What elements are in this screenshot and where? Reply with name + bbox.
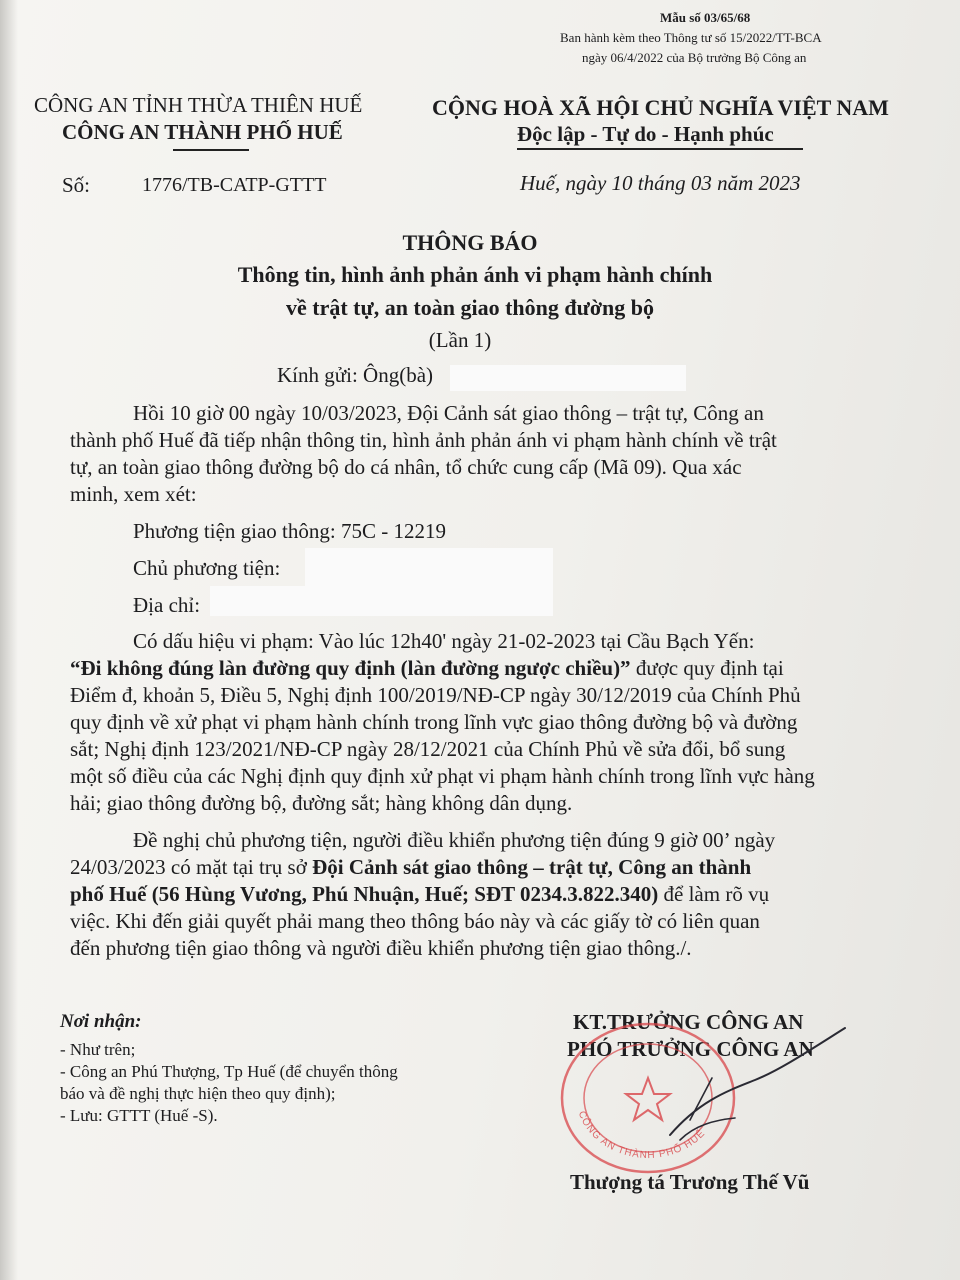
document-subtitle-1: Thông tin, hình ảnh phản ánh vi phạm hành chính [237, 262, 713, 287]
reference-label: Số: [62, 173, 91, 197]
redacted-owner [305, 548, 553, 586]
redacted-recipient-name [450, 365, 686, 391]
recipients-item: - Lưu: GTTT (Huế -S). [60, 1106, 218, 1125]
body-line: thành phố Huế đã tiếp nhận thông tin, hình ảnh phản ánh vi phạm hành chính về trật [70, 428, 777, 452]
body-line: hải; giao thông đường bộ, đường sắt; hàng không dân dụng. [70, 791, 573, 815]
request-line-3-post: để làm rõ vụ [658, 882, 770, 906]
signer-name: Thượng tá Trương Thế Vũ [570, 1170, 810, 1194]
request-line-2-pre: 24/03/2023 có mặt tại trụ sở [70, 855, 313, 879]
request-line-3 [70, 882, 769, 907]
address-label: Địa chỉ: [133, 593, 201, 617]
request-line-1: Đề nghị chủ phương tiện, người điều khiển phương tiện đúng 9 giờ 00’ ngày [133, 828, 776, 852]
request-line-2-bold: Đội Cảnh sát giao thông – trật tự, Công an thành [312, 855, 752, 879]
request-line-5: đến phương tiện giao thông và người điều khiển phương tiện giao thông./. [70, 936, 692, 960]
request-line-3-bold: phố Huế (56 Hùng Vương, Phú Nhuận, Huế; SĐT 0234.3.822.340) [70, 882, 659, 906]
reference-number: 1776/TB-CATP-GTTT [142, 174, 327, 196]
recipients-item: - Như trên; [60, 1040, 136, 1059]
agency-underline [173, 149, 249, 151]
recipients-title: Nơi nhận: [60, 1011, 142, 1032]
stamp-text: CÔNG AN THÀNH PHỐ HUẾ [575, 1109, 708, 1162]
recipient-label: Kính gửi: Ông(bà) [277, 363, 434, 387]
handwritten-signature [660, 1020, 860, 1170]
place-date: Huế, ngày 10 tháng 03 năm 2023 [520, 171, 801, 195]
body-line: quy định về xử phạt vi phạm hành chính trong lĩnh vực giao thông đường bộ và đường [70, 710, 798, 734]
violation-after: được quy định tại [630, 656, 784, 680]
national-motto: Độc lập - Tự do - Hạnh phúc [517, 122, 774, 146]
violation-line [70, 656, 784, 681]
vehicle-plate: Phương tiện giao thông: 75C - 12219 [133, 519, 446, 543]
body-line: Hồi 10 giờ 00 ngày 10/03/2023, Đội Cảnh sát giao thông – trật tự, Công an [133, 401, 764, 425]
redacted-address [210, 586, 553, 616]
document-subtitle-2: về trật tự, an toàn giao thông đường bộ [285, 295, 654, 320]
page-edge-shadow [0, 0, 18, 1280]
body-line: sắt; Nghị định 123/2021/NĐ-CP ngày 28/12/2021 của Chính Phủ về sửa đổi, bổ sung [70, 737, 786, 761]
body-line: minh, xem xét: [70, 482, 197, 506]
request-line-2 [70, 855, 751, 880]
agency-name: CÔNG AN THÀNH PHỐ HUẾ [62, 120, 343, 144]
document-title: THÔNG BÁO [402, 230, 538, 255]
national-title: CỘNG HOÀ XÃ HỘI CHỦ NGHĨA VIỆT NAM [432, 95, 889, 120]
form-issued-line2: ngày 06/4/2022 của Bộ trưởng Bộ Công an [582, 50, 807, 65]
body-line: Điểm đ, khoản 5, Điều 5, Nghị định 100/2019/NĐ-CP ngày 30/12/2019 của Chính Phủ [70, 683, 801, 707]
violation-name: “Đi không đúng làn đường quy định (làn đường ngược chiều)” [70, 656, 631, 680]
body-line: một số điều của các Nghị định quy định xử phạt vi phạm hành chính trong lĩnh vực hàng [70, 764, 815, 788]
recipients-item: báo và đề nghị thực hiện theo quy định); [60, 1084, 336, 1103]
notice-count: (Lần 1) [428, 328, 492, 352]
agency-parent: CÔNG AN TỈNH THỪA THIÊN HUẾ [34, 93, 363, 117]
signature-title-2: PHÓ TRƯỞNG CÔNG AN [567, 1037, 814, 1061]
request-line-4: việc. Khi đến giải quyết phải mang theo thông báo này và các giấy tờ có liên quan [70, 909, 760, 933]
owner-label: Chủ phương tiện: [133, 556, 281, 580]
violation-intro: Có dấu hiệu vi phạm: Vào lúc 12h40' ngày 21-02-2023 tại Cầu Bạch Yến: [133, 629, 755, 653]
form-issued-line1: Ban hành kèm theo Thông tư số 15/2022/TT-BCA [560, 30, 822, 45]
recipients-item: - Công an Phú Thượng, Tp Huế (để chuyển thông [60, 1062, 398, 1081]
form-number: Mẫu số 03/65/68 [660, 10, 751, 25]
body-line: tự, an toàn giao thông đường bộ do cá nhân, tổ chức cung cấp (Mã 09). Qua xác [70, 455, 742, 479]
motto-underline [517, 148, 803, 150]
signature-title-1: KT.TRƯỞNG CÔNG AN [573, 1010, 804, 1034]
